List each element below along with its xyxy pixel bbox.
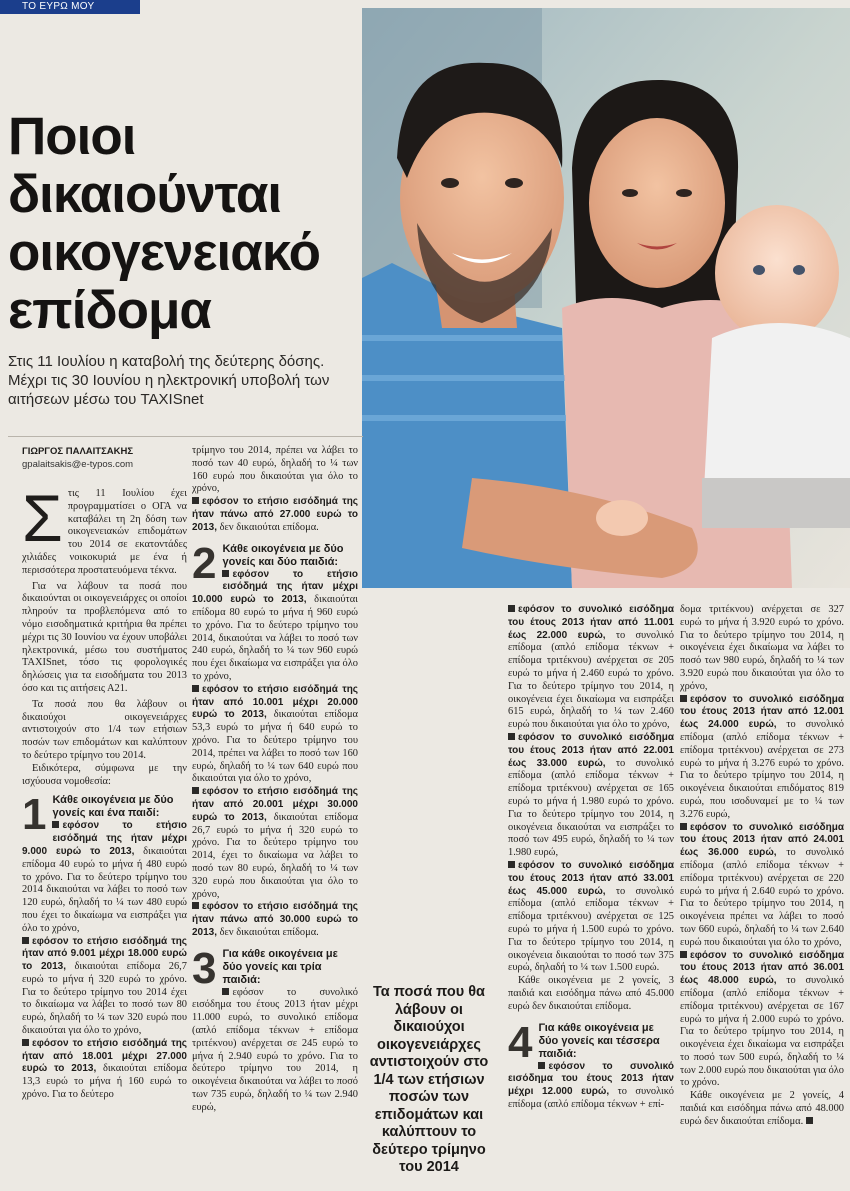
intro-paragraph: τις 11 Ιουλίου έχει προγραμματίσει ο ΟΓΑ να καταβάλει τη 2η δόση των οικογενειακών επιδομάτων του 2014 σε εκατοντάδες χιλιάδες νοικοκυριά με ένα ή περισσότερα προστατευόμενα τέκνα.: [22, 488, 187, 576]
bullet-icon: [52, 821, 59, 828]
section-3: [192, 948, 358, 1115]
bullet-icon: [680, 823, 687, 830]
paragraph: δομα τριτέκνου) ανέρχεται σε 327 ευρώ το μήνα ή 3.920 ευρώ το χρόνο. Για το δεύτερο τρίμηνο του 2014, η οικογένεια έχει δικαίωμα να λάβει το ποσό των 980 ευρώ, δηλαδή το ¼ των 3.920 ευρώ που δικαιούται για όλο το χρόνο,: [680, 604, 844, 692]
criterion-text: δεν δικαιούται επίδομα.: [219, 926, 319, 938]
paragraph: Κάθε οικογένεια με 2 γονείς, 3 παιδιά και εισόδημα πάνω από 45.000 ευρώ δεν δικαιούται επίδομα.: [508, 975, 674, 1012]
bullet-icon: [680, 951, 687, 958]
criterion-text: δικαιούται επίδομα 26,7 ευρώ το μήνα ή 320 ευρώ το χρόνο. Για το δεύτερο τρίμηνο του 2014, έχει το δικαίωμα να λάβει το ποσό των 80 ευρώ, δηλαδή το ¼ των 320 ευρώ που δικαιούται για όλο το χρόνο,: [192, 811, 358, 900]
drop-cap: Σ: [22, 481, 63, 555]
column-3: [508, 604, 674, 1112]
column-4: [680, 604, 844, 1129]
section-number: 4: [508, 1021, 533, 1067]
author-name: ΓΙΩΡΓΟΣ ΠΑΛΑΙΤΣΑΚΗΣ: [22, 446, 134, 457]
criterion-text: το συνολικό επίδομα (απλό επίδομα τέκνων + επίδομα τριτέκνου) ανέρχεται σε 205 ευρώ το μήνα ή 2.460 ευρώ το χρόνο. Για το δεύτερο τρίμηνο του 2014, η οικογένεια έχει δικαίωμα να εισπράξει 615 ευρώ, δηλαδή το ¼ των 2.460 ευρώ που δικαιούται για όλο το χρόνο,: [508, 629, 674, 731]
section-number: 1: [22, 794, 47, 840]
divider: [8, 436, 363, 437]
paragraph: Ειδικότερα, σύμφωνα με την ισχύουσα νομοθεσία:: [22, 762, 187, 787]
column-1: [22, 481, 187, 1102]
criterion-text: το συνολικό επίδομα (απλό επίδομα τέκνων + επίδομα τριτέκνου) ανέρχεται σε 167 ευρώ το μήνα ή 2.000 ευρώ το χρόνο. Για το δεύτερο τρίμηνο του 2014, η οικογένεια έχει δικαίωμα να εισπράξει το ποσό των 500 ευρώ, δηλαδή το ¼ των 2.000 ευρώ που δικαιούται για όλο το χρόνο.: [680, 975, 844, 1089]
section-heading: Κάθε οικογένεια με δύο γονείς και ένα παιδί:: [52, 794, 174, 820]
bullet-icon: [538, 1062, 545, 1069]
criterion-text: εφόσον το συνολικό εισόδημα του έτους 2013 ήταν μέχρι 11.000 ευρώ, το συνολικό επίδομα (απλό επίδομα τέκνων + επίδομα τριτέκνου) ανέρχεται σε 245 ευρώ το μήνα ή 2.940 ευρώ το χρόνο. Για το δεύτερο τρίμηνο του 2014, η οικογένεια δικαιούται να λάβει το ποσό των 735 ευρώ, δηλαδή το ¼ των 2.940 ευρώ,: [192, 986, 358, 1113]
bullet-icon: [22, 1039, 29, 1046]
headline-line-2: δικαιούνται: [8, 165, 282, 224]
criterion-bold: εφόσον το συνολικό εισόδημα του έτους 2013 ήταν από 24.001 έως 36.000 ευρώ,: [680, 821, 844, 859]
criterion-bold: εφόσον το συνολικό εισόδημα του έτους 2013 ήταν από 33.001 έως 45.000 ευρώ,: [508, 859, 674, 897]
headline-line-4: επίδομα: [8, 281, 211, 340]
criterion-bold: εφόσον το συνολικό εισόδημα του έτους 2013 ήταν από 36.001 έως 48.000 ευρώ,: [680, 949, 844, 987]
bullet-icon: [192, 685, 199, 692]
pull-quote: Τα ποσά που θα λάβουν οι δικαιούχοι οικογενειάρχες αντιστοιχούν στο 1/4 των ετήσιων ποσών των επιδομάτων και καλύπτουν το δεύτερο τρίμηνο του 2014: [369, 984, 489, 1175]
section-heading: Κάθε οικογένεια με δύο γονείς και δύο παιδιά:: [222, 542, 344, 568]
criterion-bold: εφόσον το ετήσιο εισόδημά της ήταν πάνω από 27.000 ευρώ το 2013,: [192, 496, 358, 533]
paragraph: Κάθε οικογένεια με 2 γονείς, 4 παιδιά και εισόδημα πάνω από 48.000 ευρώ δεν δικαιούται επίδομα.: [680, 1090, 844, 1127]
byline: [22, 445, 192, 471]
headline-line-1: Ποιοι: [8, 107, 136, 166]
criterion-bold: εφόσον το ετήσιο εισόδημά της ήταν από 18.001 μέχρι 27.000 ευρώ το 2013,: [22, 1037, 187, 1075]
criterion-text: το συνολικό επίδομα (απλό επίδομα τέκνων + επί-: [508, 1086, 674, 1110]
criterion-bold: εφόσον το συνολικό εισόδημα του έτους 2013 ήταν από 22.001 έως 33.000 ευρώ,: [508, 731, 674, 769]
paragraph: Για να λάβουν τα ποσά που δικαιούνται οι οικογενειάρχες οι οποίοι πληρούν τα προβλεπόμενα από το νόμο εισοδηματικά κριτήρια θα πρέπει μέχρι τις 30 Ιουνίου να έχουν υποβάλει ηλεκτρονικά, μέσω του συστήματος TAXISnet, τόσο τις φορολογικές δηλώσεις για τα εισοδήματα του 2013 όσο και τις αιτήσεις Α21.: [22, 580, 187, 694]
criterion-text: το συνολικό επίδομα (απλό επίδομα τέκνων + επίδομα τριτέκνου) ανέρχεται σε 165 ευρώ το μήνα ή 1.980 ευρώ το χρόνο. Για το δεύτερο τρίμηνο του 2014, η οικογένεια δικαιούται να εισπράξει το ποσό των 495 ευρώ, δηλαδή το ¼ των 1.980 ευρώ,: [508, 757, 674, 859]
section-4: [508, 1022, 674, 1112]
paragraph: Τα ποσά που θα λάβουν οι δικαιούχοι οικογενειάρχες αντιστοιχούν στο 1/4 των ετήσιων ποσών των επιδομάτων και καλύπτουν το δεύτερο τρίμηνο του 2014.: [22, 698, 187, 761]
criterion-text: δικαιούται επίδομα 80 ευρώ το μήνα ή 960 ευρώ το χρόνο. Για το δεύτερο τρίμηνο του 2014, δικαιούται να λάβει το ποσό των 240 ευρώ, δηλαδή το ¼ των 960 ευρώ που έχει δικαίωμα να εισπράξει για όλο το χρόνο,: [192, 594, 358, 682]
bullet-icon: [680, 695, 687, 702]
criterion-text: το συνολικό επίδομα (απλό επίδομα τέκνων + επίδομα τριτέκνου) ανέρχεται σε 220 ευρώ το μήνα ή 2.640 ευρώ το χρόνο. Για το δεύτερο τρίμηνο του 2014, η οικογένεια πρέπει να λάβει το ποσό των 660 ευρώ, δηλαδή το ¼ των 2.640 ευρώ που δικαιούται για όλο το χρόνο,: [680, 847, 844, 948]
bullet-icon: [22, 937, 29, 944]
bullet-icon: [508, 733, 515, 740]
author-email[interactable]: gpalaitsakis@e-typos.com: [22, 459, 134, 470]
criterion-bold: εφόσον το ετήσιο εισόδημά της ήταν πάνω από 30.000 ευρώ το 2013,: [192, 901, 358, 938]
criterion-text: δικαιούται επίδομα 26,7 ευρώ το μήνα ή 320 ευρώ το χρόνο. Για το δεύτερο τρίμηνο του 2014 έχει το δικαίωμα να λάβει το ποσό των 80 ευρώ, δηλαδή το ¼ των 320 ευρώ που δικαιούται για όλο το χρόνο,: [22, 961, 187, 1037]
section-number: 3: [192, 947, 217, 993]
section-bar: [0, 0, 140, 14]
section-2: [192, 543, 358, 684]
criterion-bold: εφόσον το ετήσιο εισόδημά της ήταν μέχρι 10.000 ευρώ το 2013,: [192, 568, 358, 606]
criterion-bold: εφόσον το ετήσιο εισόδημά της ήταν από 20.001 μέχρι 30.000 ευρώ το 2013,: [192, 786, 358, 823]
section-heading: Για κάθε οικογένεια με δύο γονείς και τρία παιδιά:: [222, 947, 338, 986]
headline-line-3: οικογενειακό: [8, 223, 321, 282]
criterion-text: δικαιούται επίδομα 53,3 ευρώ το μήνα ή 640 ευρώ το χρόνο. Για το δεύτερο τρίμηνο του 2014, πρέπει να λάβει το ποσό των 160 ευρώ, δηλαδή το ¼ των 640 ευρώ που δικαιούται για όλο το χρόνο,: [192, 709, 358, 785]
bullet-icon: [192, 902, 199, 909]
criterion-text: το συνολικό επίδομα (απλό επίδομα τέκνων + επίδομα τριτέκνου) ανέρχεται σε 273 ευρώ το μήνα ή 3.276 ευρώ το χρόνο. Για το δεύτερο τρίμηνο του 2014, η οικογένεια δικαιούται επιδόματος 819 ευρώ, που ισοδυναμεί με το ¼ των 3.276 ευρώ,: [680, 719, 844, 820]
criterion-bold: εφόσον το ετήσιο εισόδημά της ήταν από 9.001 μέχρι 18.000 ευρώ το 2013,: [22, 935, 187, 973]
bullet-icon: [192, 787, 199, 794]
criterion-text: δικαιούται επίδομα 40 ευρώ το μήνα ή 480 ευρώ το χρόνο. Για το δεύτερο τρίμηνο του 2014 δικαιούται να λάβει το ποσό των 120 ευρώ, δηλαδή το ¼ των 480 ευρώ που έχει το δικαίωμα να εισπράξει για όλο το χρόνο,: [22, 845, 187, 934]
column-2: [192, 445, 358, 1115]
criterion-bold: εφόσον το ετήσιο εισόδημά της ήταν μέχρι 9.000 ευρώ το 2013,: [22, 820, 187, 857]
criterion-bold: εφόσον το συνολικό εισόδημα του έτους 2013 ήταν μέχρι 12.000 ευρώ,: [508, 1060, 674, 1098]
criterion-text: δικαιούται επίδομα 13,3 ευρώ το μήνα ή 160 ευρώ το χρόνο. Για το δεύτερο: [22, 1063, 187, 1101]
family-photo-icon: [362, 8, 850, 588]
family-photo: [362, 8, 850, 588]
section-label: ΤΟ ΕΥΡΩ ΜΟΥ: [22, 1, 95, 12]
section-1: [22, 794, 187, 935]
bullet-icon: [222, 570, 229, 577]
headline: [8, 108, 363, 340]
criterion-bold: εφόσον το ετήσιο εισόδημά της ήταν από 10.001 μέχρι 20.000 ευρώ το 2013,: [192, 683, 358, 721]
section-number: 2: [192, 542, 217, 588]
subtitle: Στις 11 Ιουλίου η καταβολή της δεύτερης δόσης. Μέχρι τις 30 Ιουνίου η ηλεκτρονική υποβολή των αιτήσεων μέσω του TAXISnet: [8, 353, 330, 408]
criterion-text: δεν δικαιούται επίδομα.: [219, 521, 319, 533]
bullet-icon: [192, 497, 199, 504]
end-mark-icon: [806, 1117, 813, 1124]
paragraph: τρίμηνο του 2014, πρέπει να λάβει το ποσό των 40 ευρώ, δηλαδή το ¼ των 160 ευρώ που δικαιούται για όλο το χρόνο,: [192, 445, 358, 495]
criterion-text: το συνολικό επίδομα (απλό επίδομα τέκνων + επίδομα τριτέκνου) ανέρχεται σε 125 ευρώ το μήνα ή 1.500 ευρώ το χρόνο. Για το δεύτερο τρίμηνο του 2014, η οικογένεια δικαιούται το ποσό των 375 ευρώ, δηλαδή το ¼ των 1.500 ευρώ.: [508, 885, 674, 974]
bullet-icon: [222, 988, 229, 995]
bullet-icon: [508, 605, 515, 612]
criterion-bold: εφόσον το συνολικό εισόδημα του έτους 2013 ήταν από 11.001 έως 22.000 ευρώ,: [508, 604, 674, 641]
bullet-icon: [508, 861, 515, 868]
section-heading: Για κάθε οικογένεια με δύο γονείς και τέσσερα παιδιά:: [538, 1021, 660, 1060]
criterion-bold: εφόσον το συνολικό εισόδημα του έτους 2013 ήταν από 12.001 έως 24.000 ευρώ,: [680, 693, 844, 731]
